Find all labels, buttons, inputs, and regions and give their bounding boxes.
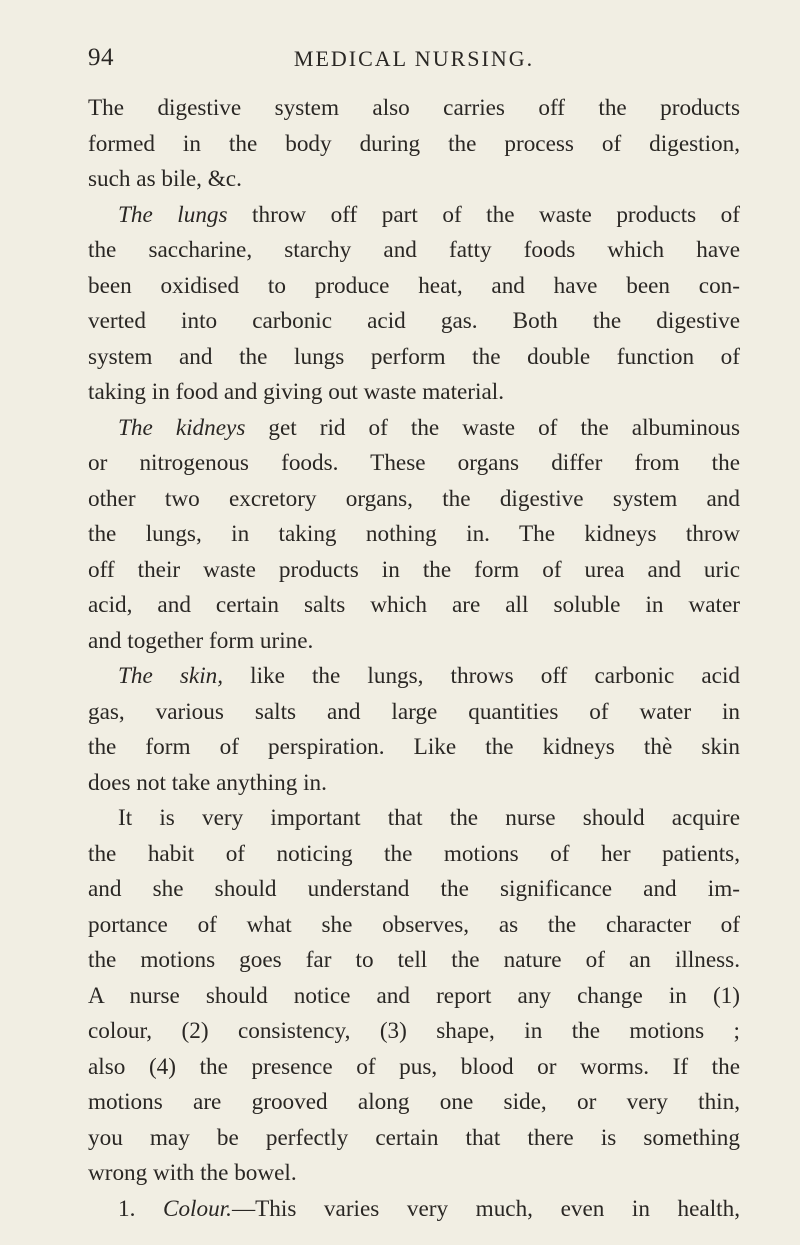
text-run: portance of what she observes, as the character of bbox=[88, 911, 740, 938]
text-line bbox=[88, 1121, 740, 1157]
text-run: such as bile, &c. bbox=[88, 166, 242, 192]
text-run: like the lungs, throws off carbonic acid bbox=[223, 663, 740, 689]
text-run: the saccharine, starchy and fatty foods which have bbox=[88, 237, 740, 263]
text-line bbox=[88, 269, 740, 305]
text-line bbox=[88, 375, 740, 411]
text-run: does not take anything in. bbox=[88, 769, 327, 796]
text-run: —This varies very much, even in health, bbox=[231, 1195, 740, 1222]
text-run: other two excretory organs, the digestive system and bbox=[88, 485, 740, 512]
text-line bbox=[88, 446, 740, 482]
text-run: the habit of noticing the motions of her patients, bbox=[88, 840, 740, 867]
text-run: system and the lungs perform the double function of bbox=[88, 343, 740, 370]
text-run: colour, (2) consistency, (3) shape, in the motions ; bbox=[88, 1018, 740, 1044]
text-line bbox=[88, 659, 740, 695]
text-run: It is very important that the nurse should acquire bbox=[118, 805, 740, 831]
text-line bbox=[88, 304, 740, 340]
text-line bbox=[88, 411, 740, 447]
running-head bbox=[88, 44, 740, 84]
text-line bbox=[88, 624, 740, 660]
text-line bbox=[88, 127, 740, 163]
text-run: and she should understand the significance and im- bbox=[88, 876, 740, 902]
text-run: A nurse should notice and report any change in (1) bbox=[88, 982, 740, 1009]
text-line bbox=[88, 695, 740, 731]
text-line bbox=[88, 837, 740, 873]
text-run: also (4) the presence of pus, blood or worms. If the bbox=[88, 1053, 740, 1080]
text-run: or nitrogenous foods. These organs differ from the bbox=[88, 450, 740, 476]
text-run: been oxidised to produce heat, and have been con- bbox=[88, 272, 740, 299]
text-line bbox=[88, 340, 740, 376]
text-line bbox=[88, 1085, 740, 1121]
italic-term: The lungs bbox=[118, 201, 228, 228]
text-line bbox=[88, 1014, 740, 1050]
text-run: wrong with the bowel. bbox=[88, 1160, 297, 1186]
italic-term: The kidneys bbox=[118, 414, 246, 441]
text-line bbox=[88, 1050, 740, 1086]
text-run: the form of perspiration. Like the kidneys thè skin bbox=[88, 734, 740, 760]
text-line bbox=[88, 91, 740, 127]
text-run: the lungs, in taking nothing in. The kidneys throw bbox=[88, 521, 740, 547]
text-line bbox=[88, 1156, 740, 1192]
text-line bbox=[88, 588, 740, 624]
text-run: The digestive system also carries off the products bbox=[88, 95, 740, 121]
text-run: you may be perfectly certain that there is something bbox=[88, 1124, 740, 1151]
text-line bbox=[88, 730, 740, 766]
text-run: gas, various salts and large quantities of water in bbox=[88, 698, 740, 725]
text-line bbox=[88, 943, 740, 979]
text-run: formed in the body during the process of digestion, bbox=[88, 130, 740, 157]
text-line bbox=[88, 198, 740, 234]
text-run: 1. bbox=[118, 1195, 163, 1222]
text-line bbox=[88, 482, 740, 518]
page-number: 94 bbox=[88, 44, 114, 71]
text-line bbox=[88, 801, 740, 837]
text-line bbox=[88, 233, 740, 269]
text-run: acid, and certain salts which are all soluble in water bbox=[88, 592, 740, 618]
text-run: off their waste products in the form of urea and uric bbox=[88, 556, 740, 583]
text-line bbox=[88, 908, 740, 944]
text-run: taking in food and giving out waste material. bbox=[88, 379, 504, 405]
text-line bbox=[88, 766, 740, 802]
text-line bbox=[88, 872, 740, 908]
text-run: verted into carbonic acid gas. Both the digestive bbox=[88, 308, 740, 334]
text-run: motions are grooved along one side, or very thin, bbox=[88, 1089, 740, 1115]
text-line bbox=[88, 162, 740, 198]
text-run: get rid of the waste of the albuminous bbox=[245, 414, 741, 441]
body-text bbox=[88, 91, 740, 1227]
text-line bbox=[88, 979, 740, 1015]
text-line bbox=[88, 553, 740, 589]
italic-term: The skin, bbox=[118, 663, 224, 689]
running-title: MEDICAL NURSING. bbox=[293, 46, 535, 71]
text-line bbox=[88, 1192, 740, 1228]
text-run: throw off part of the waste products of bbox=[227, 201, 741, 228]
italic-term: Colour. bbox=[162, 1195, 232, 1222]
text-line bbox=[88, 517, 740, 553]
text-run: the motions goes far to tell the nature of an illness. bbox=[88, 947, 740, 973]
text-run: and together form urine. bbox=[88, 627, 314, 654]
